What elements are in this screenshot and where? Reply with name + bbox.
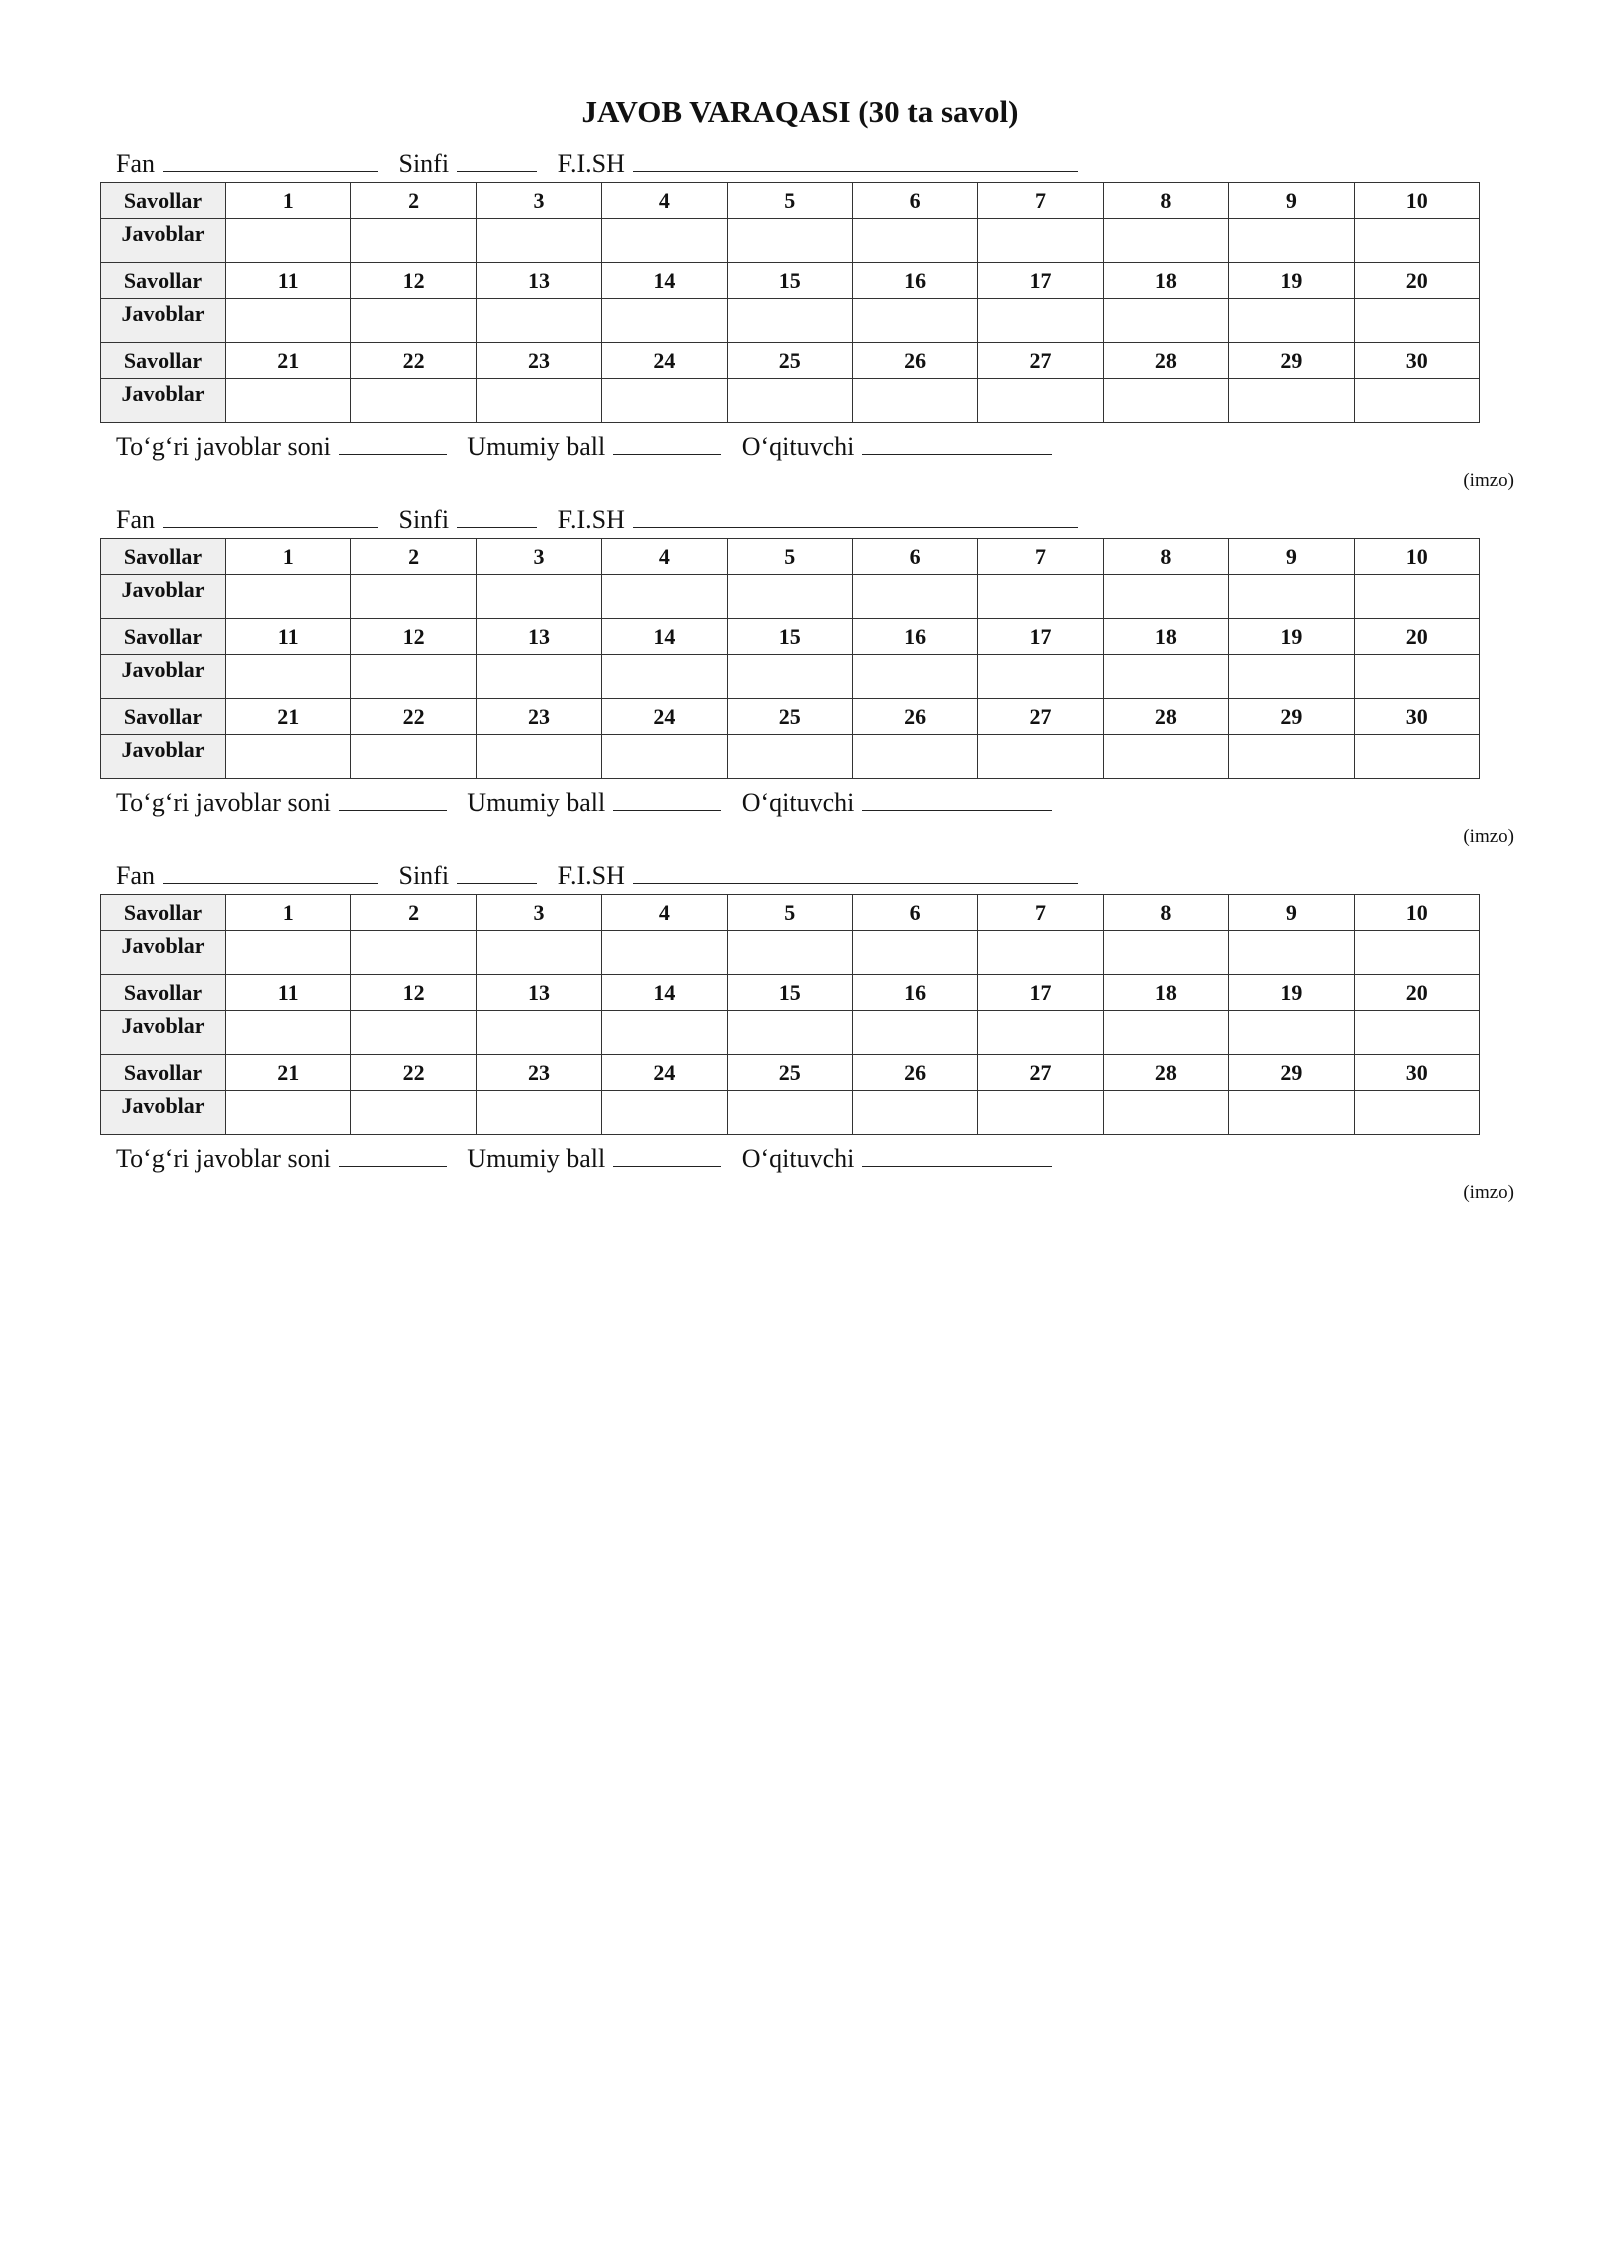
answer-cell[interactable] bbox=[476, 1011, 601, 1055]
answer-cell[interactable] bbox=[351, 575, 476, 619]
question-number: 26 bbox=[852, 699, 977, 735]
answer-cell[interactable] bbox=[1103, 931, 1228, 975]
question-number: 12 bbox=[351, 975, 476, 1011]
question-number: 1 bbox=[226, 183, 351, 219]
question-number: 19 bbox=[1229, 975, 1354, 1011]
answer-cell[interactable] bbox=[476, 735, 601, 779]
answer-sheet-block-2 bbox=[100, 502, 1514, 853]
answer-table bbox=[100, 182, 1480, 423]
fan-field[interactable] bbox=[163, 859, 378, 884]
javoblar-label: Javoblar bbox=[101, 219, 226, 263]
answer-cell[interactable] bbox=[1354, 575, 1479, 619]
imzo-label: (imzo) bbox=[1463, 470, 1514, 491]
answer-cell[interactable] bbox=[602, 1091, 727, 1135]
question-number: 28 bbox=[1103, 343, 1228, 379]
answer-cell[interactable] bbox=[226, 931, 351, 975]
answer-cell[interactable] bbox=[727, 575, 852, 619]
question-number: 2 bbox=[351, 539, 476, 575]
answer-cell[interactable] bbox=[727, 931, 852, 975]
answer-cell[interactable] bbox=[1354, 1091, 1479, 1135]
javoblar-label: Javoblar bbox=[101, 1091, 226, 1135]
info-line bbox=[116, 146, 1500, 182]
question-number: 10 bbox=[1354, 895, 1479, 931]
answer-table bbox=[100, 894, 1480, 1135]
answer-table bbox=[100, 538, 1480, 779]
answer-cell[interactable] bbox=[1354, 735, 1479, 779]
fan-label: Fan bbox=[116, 505, 155, 534]
question-number: 9 bbox=[1229, 539, 1354, 575]
question-number: 4 bbox=[602, 183, 727, 219]
question-number: 24 bbox=[602, 1055, 727, 1091]
answer-cell[interactable] bbox=[978, 575, 1103, 619]
question-number: 26 bbox=[852, 1055, 977, 1091]
answer-row bbox=[101, 1091, 1480, 1135]
footer-line bbox=[116, 429, 1500, 465]
answer-row bbox=[101, 655, 1480, 699]
answer-cell[interactable] bbox=[226, 299, 351, 343]
question-number: 15 bbox=[727, 975, 852, 1011]
question-number: 20 bbox=[1354, 619, 1479, 655]
javoblar-label: Javoblar bbox=[101, 931, 226, 975]
question-number: 21 bbox=[226, 1055, 351, 1091]
oqituvchi-field[interactable] bbox=[862, 1142, 1052, 1167]
answer-cell[interactable] bbox=[1354, 655, 1479, 699]
javoblar-label: Javoblar bbox=[101, 575, 226, 619]
question-number: 8 bbox=[1103, 183, 1228, 219]
answer-row bbox=[101, 575, 1480, 619]
answer-cell[interactable] bbox=[1354, 931, 1479, 975]
question-number: 29 bbox=[1229, 699, 1354, 735]
oqituvchi-field[interactable] bbox=[862, 786, 1052, 811]
javoblar-label: Javoblar bbox=[101, 655, 226, 699]
question-number: 18 bbox=[1103, 975, 1228, 1011]
answer-cell[interactable] bbox=[1103, 379, 1228, 423]
footer-line bbox=[116, 785, 1500, 821]
answer-cell[interactable] bbox=[1103, 219, 1228, 263]
answer-cell[interactable] bbox=[852, 1011, 977, 1055]
answer-cell[interactable] bbox=[852, 735, 977, 779]
answer-cell[interactable] bbox=[852, 931, 977, 975]
answer-cell[interactable] bbox=[476, 931, 601, 975]
question-number: 27 bbox=[978, 699, 1103, 735]
question-number: 25 bbox=[727, 1055, 852, 1091]
question-number: 16 bbox=[852, 619, 977, 655]
question-number: 11 bbox=[226, 975, 351, 1011]
question-number: 29 bbox=[1229, 1055, 1354, 1091]
question-number: 15 bbox=[727, 619, 852, 655]
answer-cell[interactable] bbox=[476, 1091, 601, 1135]
question-number: 2 bbox=[351, 183, 476, 219]
question-number: 12 bbox=[351, 619, 476, 655]
answer-row bbox=[101, 735, 1480, 779]
answer-cell[interactable] bbox=[978, 379, 1103, 423]
javoblar-label: Javoblar bbox=[101, 379, 226, 423]
footer-line bbox=[116, 1141, 1500, 1177]
answer-cell[interactable] bbox=[351, 219, 476, 263]
question-number: 11 bbox=[226, 619, 351, 655]
question-row bbox=[101, 263, 1480, 299]
ball-label: Umumiy ball bbox=[467, 432, 606, 461]
oqituvchi-label: O‘qituvchi bbox=[741, 1144, 855, 1173]
answer-cell[interactable] bbox=[1229, 219, 1354, 263]
answer-cell[interactable] bbox=[602, 219, 727, 263]
savollar-label: Savollar bbox=[101, 183, 226, 219]
answer-cell[interactable] bbox=[852, 379, 977, 423]
question-number: 1 bbox=[226, 895, 351, 931]
savollar-label: Savollar bbox=[101, 263, 226, 299]
answer-cell[interactable] bbox=[602, 735, 727, 779]
oqituvchi-label: O‘qituvchi bbox=[741, 788, 855, 817]
sinfi-field[interactable] bbox=[457, 147, 537, 172]
question-number: 2 bbox=[351, 895, 476, 931]
answer-cell[interactable] bbox=[1103, 575, 1228, 619]
answer-cell[interactable] bbox=[1229, 931, 1354, 975]
answer-cell[interactable] bbox=[351, 735, 476, 779]
togri-label: To‘g‘ri javoblar soni bbox=[116, 788, 331, 817]
answer-cell[interactable] bbox=[1103, 1011, 1228, 1055]
answer-row bbox=[101, 379, 1480, 423]
oqituvchi-label: O‘qituvchi bbox=[741, 432, 855, 461]
togri-label: To‘g‘ri javoblar soni bbox=[116, 432, 331, 461]
ball-field[interactable] bbox=[613, 430, 721, 455]
question-number: 21 bbox=[226, 343, 351, 379]
answer-cell[interactable] bbox=[226, 575, 351, 619]
question-row bbox=[101, 895, 1480, 931]
question-number: 25 bbox=[727, 343, 852, 379]
answer-cell[interactable] bbox=[727, 655, 852, 699]
savollar-label: Savollar bbox=[101, 619, 226, 655]
fish-field[interactable] bbox=[633, 147, 1078, 172]
fish-label: F.I.SH bbox=[557, 861, 625, 890]
javoblar-label: Javoblar bbox=[101, 735, 226, 779]
savollar-label: Savollar bbox=[101, 343, 226, 379]
question-number: 26 bbox=[852, 343, 977, 379]
question-number: 30 bbox=[1354, 1055, 1479, 1091]
answer-cell[interactable] bbox=[727, 735, 852, 779]
oqituvchi-field[interactable] bbox=[862, 430, 1052, 455]
question-number: 8 bbox=[1103, 539, 1228, 575]
question-row bbox=[101, 619, 1480, 655]
question-row bbox=[101, 975, 1480, 1011]
answer-row bbox=[101, 299, 1480, 343]
sinfi-field[interactable] bbox=[457, 503, 537, 528]
question-number: 19 bbox=[1229, 263, 1354, 299]
fan-field[interactable] bbox=[163, 147, 378, 172]
question-number: 16 bbox=[852, 263, 977, 299]
question-number: 27 bbox=[978, 343, 1103, 379]
sinfi-label: Sinfi bbox=[398, 861, 450, 890]
ball-label: Umumiy ball bbox=[467, 1144, 606, 1173]
question-number: 4 bbox=[602, 539, 727, 575]
savollar-label: Savollar bbox=[101, 975, 226, 1011]
answer-cell[interactable] bbox=[852, 1091, 977, 1135]
fish-label: F.I.SH bbox=[557, 505, 625, 534]
answer-cell[interactable] bbox=[1229, 379, 1354, 423]
answer-cell[interactable] bbox=[226, 655, 351, 699]
answer-cell[interactable] bbox=[476, 379, 601, 423]
question-number: 23 bbox=[476, 1055, 601, 1091]
question-number: 21 bbox=[226, 699, 351, 735]
question-number: 24 bbox=[602, 699, 727, 735]
answer-cell[interactable] bbox=[602, 379, 727, 423]
question-number: 13 bbox=[476, 975, 601, 1011]
sinfi-label: Sinfi bbox=[398, 149, 450, 178]
answer-cell[interactable] bbox=[602, 1011, 727, 1055]
question-number: 11 bbox=[226, 263, 351, 299]
fan-label: Fan bbox=[116, 149, 155, 178]
question-number: 20 bbox=[1354, 975, 1479, 1011]
answer-cell[interactable] bbox=[1103, 1091, 1228, 1135]
question-number: 6 bbox=[852, 183, 977, 219]
answer-cell[interactable] bbox=[978, 735, 1103, 779]
savollar-label: Savollar bbox=[101, 539, 226, 575]
answer-row bbox=[101, 931, 1480, 975]
question-number: 23 bbox=[476, 343, 601, 379]
question-number: 30 bbox=[1354, 699, 1479, 735]
answer-cell[interactable] bbox=[978, 219, 1103, 263]
info-line bbox=[116, 502, 1500, 538]
imzo-label: (imzo) bbox=[1463, 1182, 1514, 1203]
answer-cell[interactable] bbox=[1103, 735, 1228, 779]
answer-cell[interactable] bbox=[602, 931, 727, 975]
question-number: 8 bbox=[1103, 895, 1228, 931]
answer-cell[interactable] bbox=[476, 219, 601, 263]
answer-cell[interactable] bbox=[1229, 1091, 1354, 1135]
question-number: 3 bbox=[476, 183, 601, 219]
answer-cell[interactable] bbox=[351, 931, 476, 975]
answer-cell[interactable] bbox=[602, 299, 727, 343]
answer-cell[interactable] bbox=[1354, 219, 1479, 263]
answer-cell[interactable] bbox=[727, 379, 852, 423]
answer-row bbox=[101, 219, 1480, 263]
answer-cell[interactable] bbox=[351, 299, 476, 343]
question-number: 27 bbox=[978, 1055, 1103, 1091]
answer-cell[interactable] bbox=[226, 735, 351, 779]
question-number: 14 bbox=[602, 975, 727, 1011]
question-number: 18 bbox=[1103, 619, 1228, 655]
question-number: 18 bbox=[1103, 263, 1228, 299]
answer-cell[interactable] bbox=[351, 379, 476, 423]
answer-cell[interactable] bbox=[852, 299, 977, 343]
question-number: 13 bbox=[476, 263, 601, 299]
ball-field[interactable] bbox=[613, 1142, 721, 1167]
answer-cell[interactable] bbox=[602, 655, 727, 699]
info-line bbox=[116, 858, 1500, 894]
question-number: 3 bbox=[476, 539, 601, 575]
answer-cell[interactable] bbox=[1229, 735, 1354, 779]
fish-field[interactable] bbox=[633, 503, 1078, 528]
togri-field[interactable] bbox=[339, 1142, 447, 1167]
answer-cell[interactable] bbox=[852, 219, 977, 263]
answer-cell[interactable] bbox=[1103, 655, 1228, 699]
question-number: 6 bbox=[852, 895, 977, 931]
question-number: 17 bbox=[978, 263, 1103, 299]
answer-cell[interactable] bbox=[1354, 1011, 1479, 1055]
savollar-label: Savollar bbox=[101, 895, 226, 931]
answer-cell[interactable] bbox=[476, 575, 601, 619]
answer-cell[interactable] bbox=[1103, 299, 1228, 343]
answer-cell[interactable] bbox=[226, 1011, 351, 1055]
question-number: 30 bbox=[1354, 343, 1479, 379]
savollar-label: Savollar bbox=[101, 1055, 226, 1091]
imzo-label: (imzo) bbox=[1463, 826, 1514, 847]
question-number: 3 bbox=[476, 895, 601, 931]
fish-label: F.I.SH bbox=[557, 149, 625, 178]
answer-cell[interactable] bbox=[1229, 1011, 1354, 1055]
answer-cell[interactable] bbox=[476, 299, 601, 343]
answer-cell[interactable] bbox=[1354, 299, 1479, 343]
question-number: 14 bbox=[602, 263, 727, 299]
question-number: 23 bbox=[476, 699, 601, 735]
question-number: 7 bbox=[978, 895, 1103, 931]
answer-cell[interactable] bbox=[852, 575, 977, 619]
ball-label: Umumiy ball bbox=[467, 788, 606, 817]
question-number: 29 bbox=[1229, 343, 1354, 379]
ball-field[interactable] bbox=[613, 786, 721, 811]
question-number: 28 bbox=[1103, 1055, 1228, 1091]
question-row bbox=[101, 343, 1480, 379]
question-number: 5 bbox=[727, 183, 852, 219]
sinfi-field[interactable] bbox=[457, 859, 537, 884]
page-title: JAVOB VARAQASI (30 ta savol) bbox=[581, 94, 1019, 129]
fan-field[interactable] bbox=[163, 503, 378, 528]
question-row bbox=[101, 1055, 1480, 1091]
question-number: 17 bbox=[978, 975, 1103, 1011]
answer-cell[interactable] bbox=[852, 655, 977, 699]
question-number: 5 bbox=[727, 895, 852, 931]
question-number: 9 bbox=[1229, 183, 1354, 219]
javoblar-label: Javoblar bbox=[101, 1011, 226, 1055]
question-number: 14 bbox=[602, 619, 727, 655]
togri-field[interactable] bbox=[339, 786, 447, 811]
question-number: 5 bbox=[727, 539, 852, 575]
savollar-label: Savollar bbox=[101, 699, 226, 735]
answer-cell[interactable] bbox=[351, 655, 476, 699]
answer-cell[interactable] bbox=[1354, 379, 1479, 423]
fan-label: Fan bbox=[116, 861, 155, 890]
answer-sheet-block-3 bbox=[100, 858, 1514, 1209]
question-number: 10 bbox=[1354, 183, 1479, 219]
answer-cell[interactable] bbox=[351, 1011, 476, 1055]
fish-field[interactable] bbox=[633, 859, 1078, 884]
answer-row bbox=[101, 1011, 1480, 1055]
question-number: 25 bbox=[727, 699, 852, 735]
question-number: 1 bbox=[226, 539, 351, 575]
question-number: 28 bbox=[1103, 699, 1228, 735]
question-number: 22 bbox=[351, 343, 476, 379]
sinfi-label: Sinfi bbox=[398, 505, 450, 534]
question-number: 9 bbox=[1229, 895, 1354, 931]
question-number: 17 bbox=[978, 619, 1103, 655]
javoblar-label: Javoblar bbox=[101, 299, 226, 343]
question-number: 4 bbox=[602, 895, 727, 931]
answer-cell[interactable] bbox=[226, 379, 351, 423]
question-number: 16 bbox=[852, 975, 977, 1011]
togri-field[interactable] bbox=[339, 430, 447, 455]
question-number: 24 bbox=[602, 343, 727, 379]
question-number: 15 bbox=[727, 263, 852, 299]
question-number: 7 bbox=[978, 183, 1103, 219]
question-number: 7 bbox=[978, 539, 1103, 575]
question-number: 20 bbox=[1354, 263, 1479, 299]
answer-cell[interactable] bbox=[727, 1011, 852, 1055]
question-number: 19 bbox=[1229, 619, 1354, 655]
answer-cell[interactable] bbox=[727, 1091, 852, 1135]
answer-cell[interactable] bbox=[978, 655, 1103, 699]
answer-cell[interactable] bbox=[351, 1091, 476, 1135]
answer-cell[interactable] bbox=[978, 931, 1103, 975]
question-number: 22 bbox=[351, 1055, 476, 1091]
answer-cell[interactable] bbox=[978, 299, 1103, 343]
question-number: 13 bbox=[476, 619, 601, 655]
answer-cell[interactable] bbox=[978, 1091, 1103, 1135]
answer-cell[interactable] bbox=[978, 1011, 1103, 1055]
question-number: 22 bbox=[351, 699, 476, 735]
question-number: 12 bbox=[351, 263, 476, 299]
answer-cell[interactable] bbox=[727, 219, 852, 263]
question-row bbox=[101, 183, 1480, 219]
answer-cell[interactable] bbox=[226, 1091, 351, 1135]
answer-cell[interactable] bbox=[1229, 299, 1354, 343]
question-number: 6 bbox=[852, 539, 977, 575]
question-number: 10 bbox=[1354, 539, 1479, 575]
answer-cell[interactable] bbox=[1229, 655, 1354, 699]
answer-cell[interactable] bbox=[226, 219, 351, 263]
answer-cell[interactable] bbox=[727, 299, 852, 343]
answer-cell[interactable] bbox=[602, 575, 727, 619]
question-row bbox=[101, 699, 1480, 735]
answer-cell[interactable] bbox=[476, 655, 601, 699]
togri-label: To‘g‘ri javoblar soni bbox=[116, 1144, 331, 1173]
answer-cell[interactable] bbox=[1229, 575, 1354, 619]
answer-sheet-block-1 bbox=[100, 146, 1514, 497]
question-row bbox=[101, 539, 1480, 575]
